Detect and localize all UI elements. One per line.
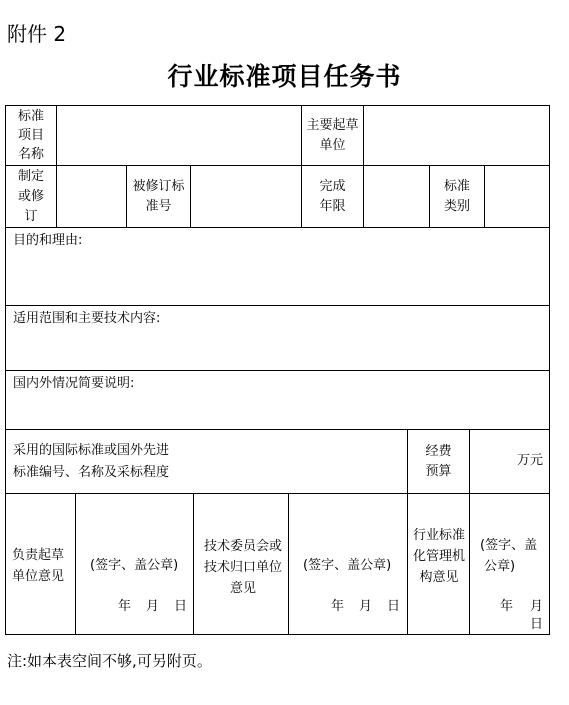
committee-sign-seal: (签字、盖公章) bbox=[303, 558, 392, 573]
purpose-label: 目的和理由: bbox=[13, 233, 83, 248]
standard-category-label-cell bbox=[429, 165, 485, 228]
standard-category-field[interactable] bbox=[484, 165, 550, 228]
intl-standard-label bbox=[13, 440, 169, 484]
mgmt-day: 日 bbox=[530, 617, 544, 632]
purpose-field[interactable] bbox=[5, 227, 550, 306]
mgmt-sign-seal-line2: 公章) bbox=[484, 559, 516, 574]
deadline-label: 完成年限 bbox=[319, 178, 346, 214]
budget-label-cell bbox=[407, 429, 470, 494]
scope-label: 适用范围和主要技术内容: bbox=[13, 311, 161, 326]
mgmt-opinion-label-cell bbox=[407, 493, 470, 635]
committee-opinion-label: 技术委员会或技术归口单位意见 bbox=[203, 539, 282, 596]
revised-standard-no-label-cell bbox=[126, 165, 191, 228]
revised-standard-no-label: 被修订标准号 bbox=[132, 178, 185, 214]
committee-day: 日 bbox=[387, 599, 401, 614]
mgmt-opinion-label: 行业标准化管理机构意见 bbox=[412, 528, 465, 585]
page-title: 行业标准项目任务书 bbox=[167, 62, 402, 91]
main-drafter-field[interactable] bbox=[363, 105, 550, 166]
drafter-sign-seal: (签字、盖公章) bbox=[90, 558, 179, 573]
mgmt-sign-seal-line1: (签字、盖 bbox=[480, 538, 538, 553]
mgmt-year: 年 bbox=[500, 599, 514, 614]
main-drafter-label: 主要起草单位 bbox=[306, 117, 359, 153]
project-name-label-cell bbox=[5, 105, 57, 166]
make-or-revise-field[interactable] bbox=[56, 165, 127, 228]
budget-field[interactable] bbox=[469, 429, 550, 494]
intl-standard-label-line2: 标准编号、名称及采标程度 bbox=[13, 465, 170, 480]
domestic-intl-field[interactable] bbox=[5, 370, 550, 430]
project-name-label: 标准项目名称 bbox=[17, 109, 44, 162]
deadline-field[interactable] bbox=[363, 165, 430, 228]
intl-standard-label-line1: 采用的国际标准或国外先进 bbox=[13, 443, 170, 458]
footnote: 注:如本表空间不够,可另附页。 bbox=[7, 652, 212, 670]
drafter-day: 日 bbox=[174, 599, 188, 614]
budget-unit: 万元 bbox=[516, 453, 543, 468]
drafter-opinion-label: 负责起草单位意见 bbox=[12, 548, 65, 584]
make-or-revise-label: 制定或修订 bbox=[17, 168, 44, 224]
main-drafter-label-cell bbox=[301, 105, 364, 166]
committee-year: 年 bbox=[331, 599, 345, 614]
domestic-intl-label: 国内外情况简要说明: bbox=[13, 376, 135, 391]
intl-standard-cell[interactable] bbox=[5, 429, 408, 494]
committee-opinion-label-cell bbox=[193, 493, 289, 635]
drafter-month: 月 bbox=[146, 599, 160, 614]
deadline-label-cell bbox=[301, 165, 364, 228]
committee-opinion-field[interactable] bbox=[288, 493, 408, 635]
drafter-year: 年 bbox=[118, 599, 132, 614]
revised-standard-no-field[interactable] bbox=[190, 165, 302, 228]
mgmt-month: 月 bbox=[530, 599, 544, 614]
committee-month: 月 bbox=[359, 599, 373, 614]
budget-label: 经费预算 bbox=[425, 443, 452, 479]
project-name-field[interactable] bbox=[56, 105, 302, 166]
drafter-opinion-field[interactable] bbox=[75, 493, 194, 635]
make-or-revise-label-cell bbox=[5, 165, 57, 228]
attachment-label: 附件 2 bbox=[7, 22, 67, 46]
standard-category-label: 标准类别 bbox=[443, 178, 470, 214]
mgmt-opinion-field[interactable] bbox=[469, 493, 550, 635]
drafter-opinion-label-cell bbox=[5, 493, 76, 635]
scope-field[interactable] bbox=[5, 305, 550, 371]
